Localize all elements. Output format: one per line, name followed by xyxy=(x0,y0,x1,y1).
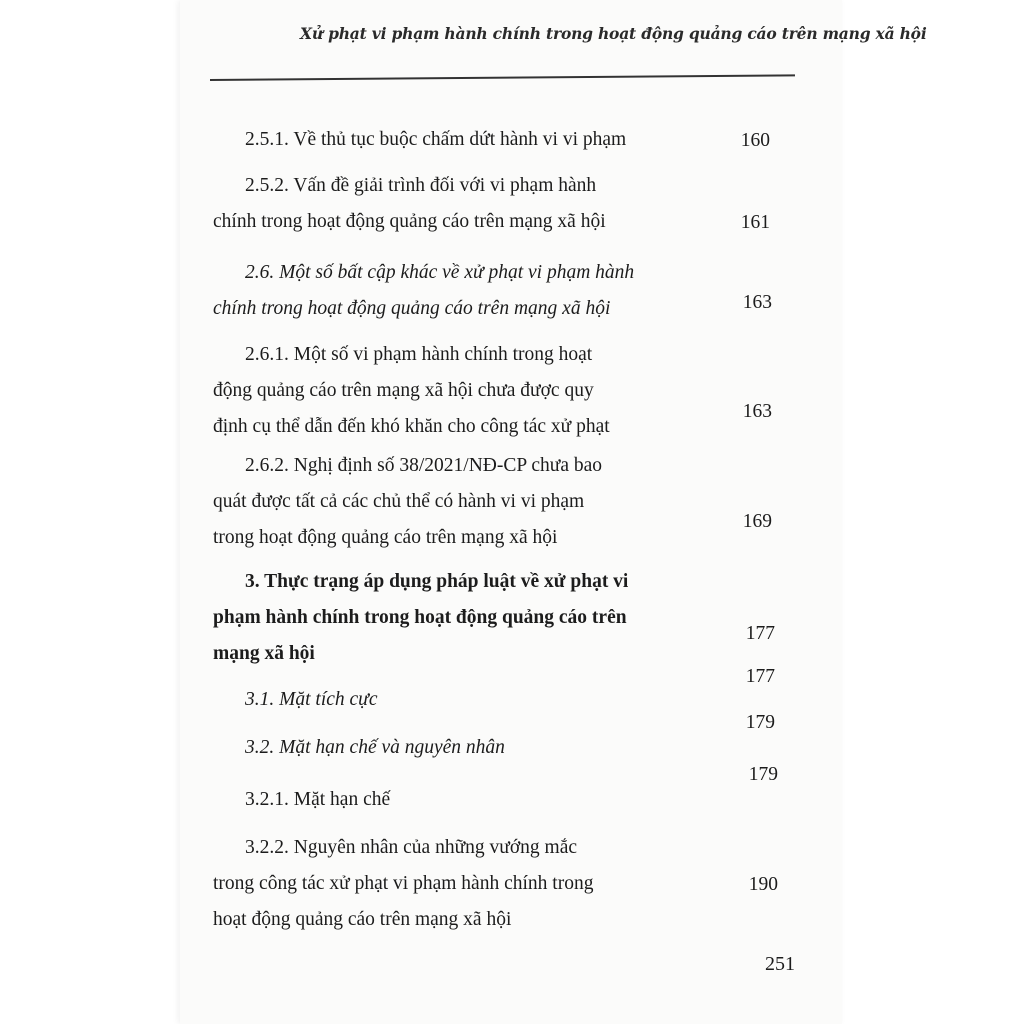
page-folio: 251 xyxy=(765,953,795,975)
toc-page-number: 190 xyxy=(748,874,778,895)
toc-entry-line: trong công tác xử phạt vi phạm hành chính trong xyxy=(213,873,594,894)
toc-entry-line: động quảng cáo trên mạng xã hội chưa được quy xyxy=(213,380,594,401)
toc-entry-line: chính trong hoạt động quảng cáo trên mạng xã hội xyxy=(213,211,606,232)
toc-entry-line: 3.2.1. Mặt hạn chế xyxy=(245,789,391,810)
toc-entry-line: phạm hành chính trong hoạt động quảng cáo trên xyxy=(213,607,627,628)
toc-entry-line: 2.6. Một số bất cập khác về xử phạt vi phạm hành xyxy=(245,262,635,283)
toc-entry-line: 3.2. Mặt hạn chế và nguyên nhân xyxy=(245,737,505,758)
toc-entry-line: 2.5.2. Vấn đề giải trình đối với vi phạm hành xyxy=(245,175,597,196)
running-head: Xử phạt vi phạm hành chính trong hoạt động quảng cáo trên mạng xã hội xyxy=(300,24,927,43)
toc-page-number: 163 xyxy=(742,292,772,313)
toc-page-number: 179 xyxy=(748,764,778,785)
toc-entry-3-2 xyxy=(213,730,773,766)
toc-page-number: 160 xyxy=(740,130,770,151)
toc-entry-2-6-2 xyxy=(213,448,773,556)
toc-entry-2-6 xyxy=(213,255,773,327)
toc-entry-3-2-1 xyxy=(213,782,773,818)
toc-entry-3-1 xyxy=(213,682,773,718)
toc-entry-line: trong hoạt động quảng cáo trên mạng xã hội xyxy=(213,527,558,548)
toc-entry-line: 2.6.1. Một số vi phạm hành chính trong hoạt xyxy=(245,344,593,365)
toc-entry-3-2-2 xyxy=(213,830,773,938)
toc-page-number: 177 xyxy=(745,666,775,687)
toc-page-number: 177 xyxy=(745,623,775,644)
toc-page-number: 163 xyxy=(742,401,772,422)
toc-entry-line: hoạt động quảng cáo trên mạng xã hội xyxy=(213,909,512,930)
toc-entry-line: 3.1. Mặt tích cực xyxy=(245,689,378,710)
toc-entry-line: quát được tất cả các chủ thể có hành vi vi phạm xyxy=(213,491,585,512)
toc-entry-3 xyxy=(213,564,773,672)
toc-page-number: 161 xyxy=(740,212,770,233)
toc-entry-line: định cụ thể dẫn đến khó khăn cho công tác xử phạt xyxy=(213,416,610,437)
toc-entry-2-5-2 xyxy=(213,168,773,240)
toc-entry-2-6-1 xyxy=(213,337,773,445)
toc-entry-line: 3. Thực trạng áp dụng pháp luật về xử phạt vi xyxy=(245,571,629,592)
toc-entry-2-5-1 xyxy=(213,122,773,158)
toc-page-number: 169 xyxy=(742,511,772,532)
toc-page-number: 179 xyxy=(745,712,775,733)
toc-entry-line: mạng xã hội xyxy=(213,643,315,664)
toc-entry-line: 3.2.2. Nguyên nhân của những vướng mắc xyxy=(245,837,578,858)
toc-entry-line: 2.6.2. Nghị định số 38/2021/NĐ-CP chưa bao xyxy=(245,455,603,476)
toc-entry-line: 2.5.1. Về thủ tục buộc chấm dứt hành vi vi phạm xyxy=(245,129,627,150)
toc-entry-line: chính trong hoạt động quảng cáo trên mạng xã hội xyxy=(213,298,611,319)
